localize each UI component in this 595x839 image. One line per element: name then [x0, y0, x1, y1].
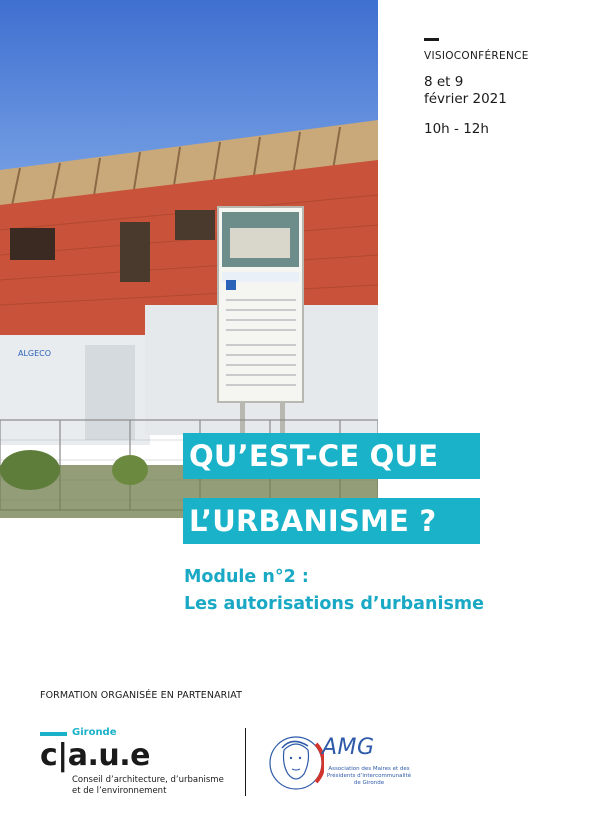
- event-dates: [424, 74, 584, 108]
- amg-description-line3: de Gironde: [353, 780, 385, 786]
- module-number: Module n°2 :: [184, 567, 309, 587]
- dates-line2: février 2021: [424, 91, 507, 107]
- amg-marianne-icon: [268, 728, 324, 798]
- module-subject: Les autorisations d’urbanisme: [184, 594, 484, 614]
- amg-logo: [268, 728, 428, 798]
- dates-line1: 8 et 9: [424, 74, 464, 90]
- caue-region: Gironde: [72, 727, 117, 738]
- amg-description: [314, 766, 424, 787]
- partnership-label: FORMATION ORGANISÉE EN PARTENARIAT: [40, 690, 243, 701]
- title-line-1: QU’EST-CE QUE: [183, 433, 480, 479]
- event-type-label: VISIOCONFÉRENCE: [424, 50, 529, 62]
- amg-description-line1: Association des Maires et des: [328, 766, 410, 772]
- module-heading: [184, 564, 484, 618]
- amg-description-line2: Présidents d’intercommunalité: [326, 773, 412, 779]
- logo-divider: [245, 728, 246, 796]
- event-time: 10h - 12h: [424, 121, 489, 137]
- svg-text:ALGECO: ALGECO: [18, 349, 52, 358]
- caue-accent-bar: [40, 732, 67, 736]
- caue-description: [72, 775, 252, 797]
- accent-bar: [424, 38, 439, 41]
- caue-description-line1: Conseil d’architecture, d’urbanisme: [72, 775, 224, 785]
- event-info: [424, 38, 584, 137]
- amg-wordmark: AMG: [322, 735, 375, 760]
- caue-description-line2: et de l’environnement: [72, 786, 167, 796]
- title-line-2: L’URBANISME ?: [183, 498, 480, 544]
- caue-wordmark: c|a.u.e: [40, 738, 150, 773]
